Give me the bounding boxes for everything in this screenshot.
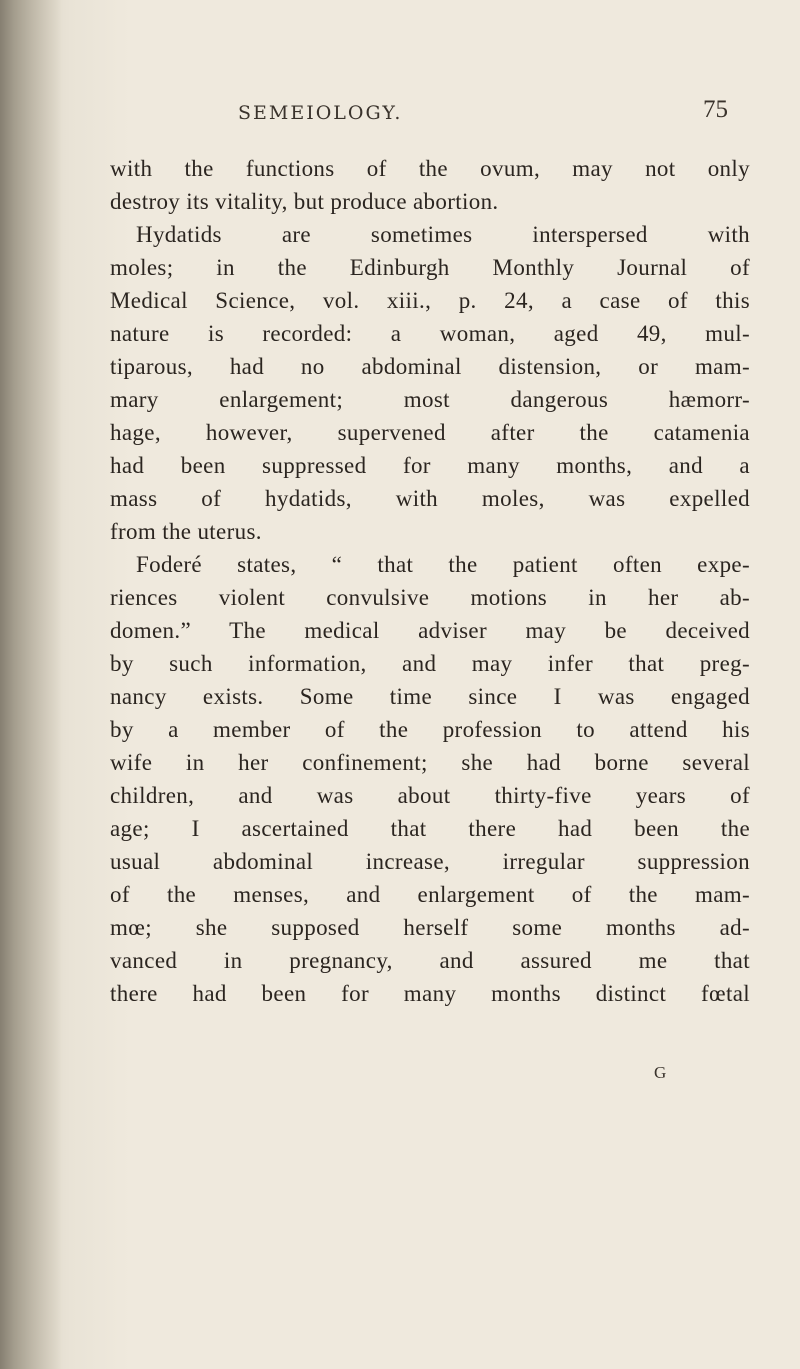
text-line: children, and was about thirty-five years of [110, 783, 750, 808]
text-line: mary enlargement; most dangerous hæmorr- [110, 387, 750, 412]
text-line: riences violent convulsive motions in her ab- [110, 585, 750, 610]
body-text [110, 152, 750, 1010]
text-line: Foderé states, “ that the patient often expe- [136, 552, 750, 577]
text-line: mass of hydatids, with moles, was expelled [110, 486, 750, 511]
text-line: by a member of the profession to attend his [110, 717, 750, 742]
text-line: moles; in the Edinburgh Monthly Journal of [110, 255, 750, 280]
text-line: domen.” The medical adviser may be deceived [110, 618, 750, 643]
text-line: mœ; she supposed herself some months ad- [110, 915, 750, 940]
page-number: 75 [703, 96, 728, 123]
text-line: from the uterus. [110, 519, 262, 544]
text-line: tiparous, had no abdominal distension, or mam- [110, 354, 750, 379]
text-line: wife in her confinement; she had borne several [110, 750, 750, 775]
text-line: by such information, and may infer that preg- [110, 651, 750, 676]
signature-mark: G [654, 1063, 667, 1082]
text-line: of the menses, and enlargement of the mam- [110, 882, 750, 907]
text-line: nature is recorded: a woman, aged 49, mul- [110, 321, 750, 346]
text-line: had been suppressed for many months, and a [110, 453, 750, 478]
text-line: Hydatids are sometimes interspersed with [136, 222, 750, 247]
text-line: Medical Science, vol. xiii., p. 24, a case of this [110, 288, 750, 313]
text-line: vanced in pregnancy, and assured me that [110, 948, 750, 973]
text-line: age; I ascertained that there had been the [110, 816, 750, 841]
text-line: nancy exists. Some time since I was engaged [110, 684, 750, 709]
text-line: hage, however, supervened after the catamenia [110, 420, 750, 445]
text-line: destroy its vitality, but produce abortion. [110, 189, 499, 214]
binding-gutter [0, 0, 62, 1369]
page-header [0, 96, 800, 132]
text-line: usual abdominal increase, irregular suppression [110, 849, 750, 874]
text-line: there had been for many months distinct fœtal [110, 981, 750, 1006]
running-head: SEMEIOLOGY. [238, 102, 403, 124]
text-line: with the functions of the ovum, may not only [110, 156, 750, 181]
